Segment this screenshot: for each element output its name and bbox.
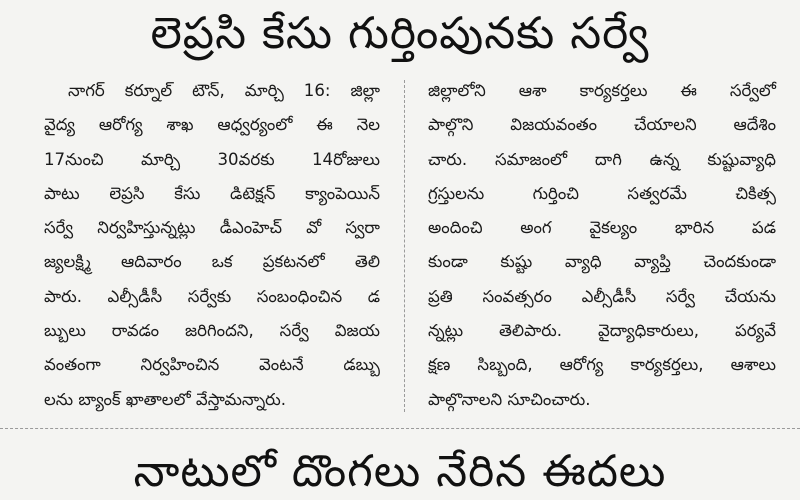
article-line: పారు. ఎల్సీడీసీ సర్వేకు సంబంధించిన డ	[44, 286, 380, 306]
article-line: గ్రస్తులను గుర్తించి సత్వరమే చికిత్స	[428, 183, 776, 203]
article-line: సర్వే నిర్వహిస్తున్నట్లు డీఎంహెచ్ వో స్వరా	[44, 218, 380, 238]
article-column-right	[428, 74, 776, 417]
article-line: నాగర్ కర్నూల్ టౌన్, మార్చి 16: జిల్లా	[68, 81, 380, 100]
article-line: జ్యలక్ష్మి ఆదివారం ఒక ప్రకటనలో తెలి	[44, 252, 380, 272]
article-line: అందించి అంగ వైకల్యం భారిన పడ	[428, 218, 776, 238]
article-line: చారు. సమాజంలో దాగి ఉన్న కుష్టువ్యాధి	[428, 149, 776, 169]
article-line: క్షణ సిబ్బంది, ఆరోగ్య కార్యకర్తలు, ఆశాలు	[428, 355, 776, 375]
article-column-left	[44, 74, 380, 417]
article-line: 17నుంచి మార్చి 30వరకు 14రోజులు	[44, 149, 380, 169]
article-line: ప్రతి సంవత్సరం ఎల్సీడీసీ సర్వే చేయను	[428, 286, 776, 306]
article-line: పాల్గొనాలని సూచించారు.	[428, 389, 591, 409]
article-line: పాల్గొని విజయవంతం చేయాలని ఆదేశిం	[428, 115, 776, 135]
article-line: కుండా కుష్టు వ్యాధి వ్యాప్తి చెందకుండా	[428, 252, 776, 272]
article-line: పాటు లెప్రసి కేసు డిటెక్షన్ క్యాంపెయిన్	[44, 183, 380, 203]
article-line: న్నట్లు తెలిపారు. వైద్యాధికారులు, పర్యవే	[428, 321, 776, 341]
article-line: లను బ్యాంక్ ఖాతాలలో వేస్తామన్నారు.	[44, 389, 287, 409]
article-line: వంతంగా నిర్వహించిన వెంటనే డబ్బు	[44, 355, 380, 375]
column-divider	[404, 80, 405, 412]
article-line: బ్బులు రావడం జరిగిందని, సర్వే విజయ	[44, 321, 380, 341]
article-headline: లెప్రసి కేసు గుర్తింపునకు సర్వే	[150, 8, 650, 59]
next-article-headline: నాటులో దొంగలు నేరిన ఈదలు	[133, 446, 667, 497]
article-separator	[0, 428, 800, 429]
article-line: వైద్య ఆరోగ్య శాఖ ఆధ్వర్యంలో ఈ నెల	[44, 115, 380, 135]
article-line: జిల్లాలోని ఆశా కార్యకర్తలు ఈ సర్వేలో	[428, 81, 776, 100]
